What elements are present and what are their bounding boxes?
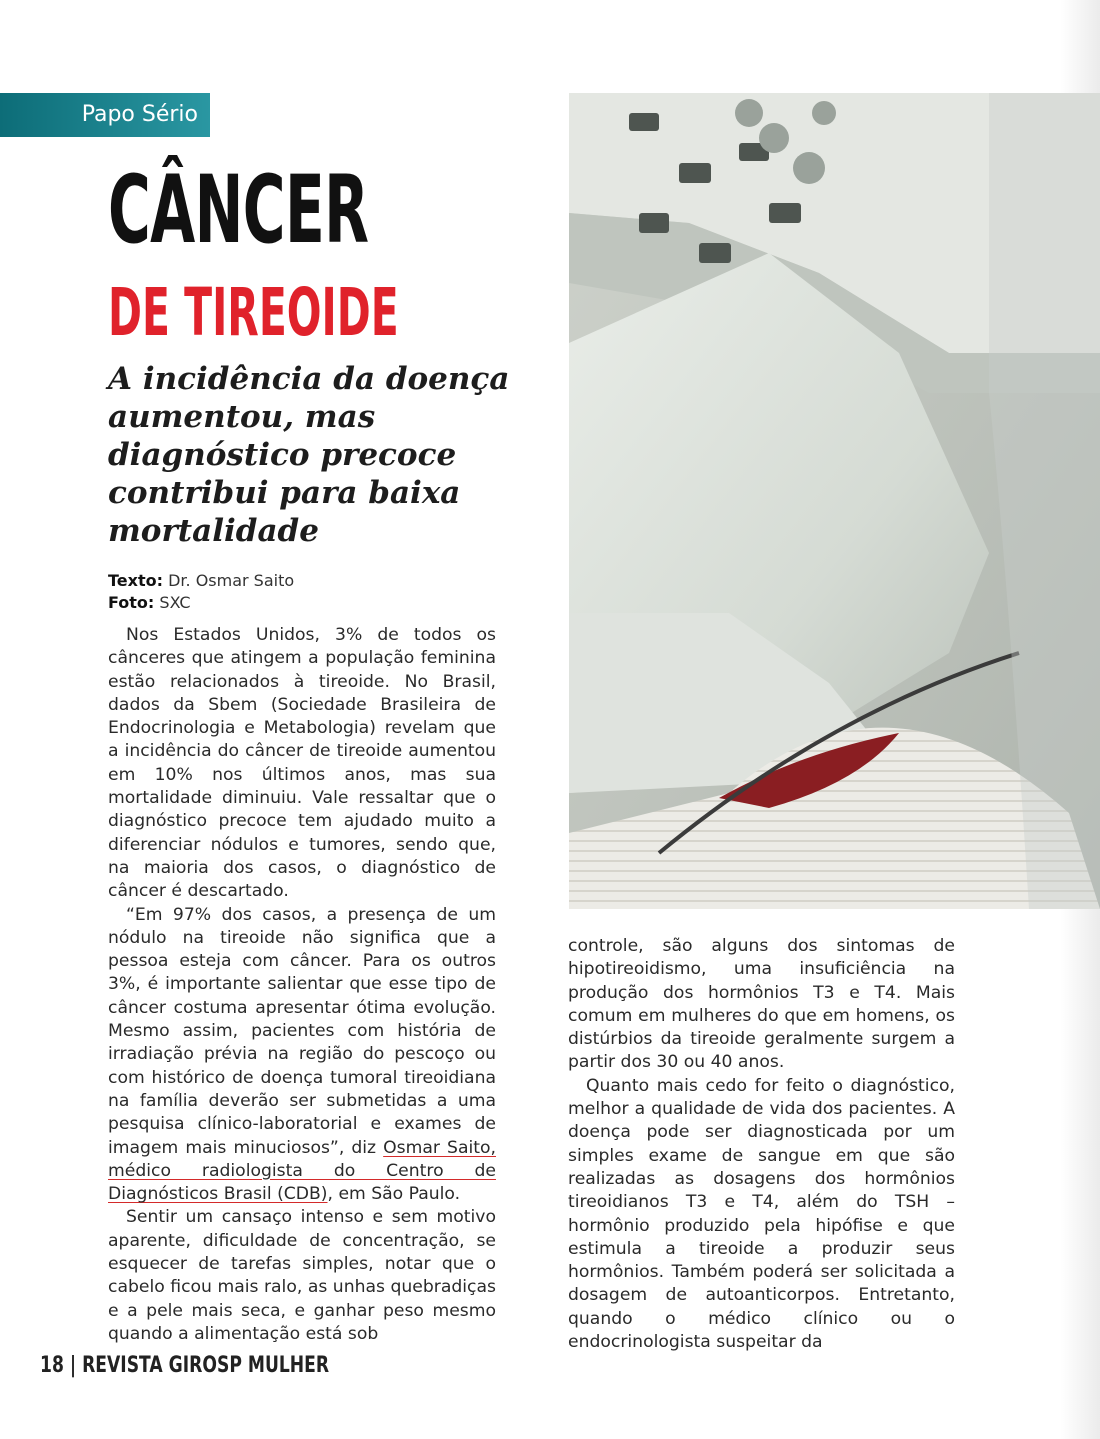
body-column-left <box>108 624 496 1346</box>
credit-text-value: Dr. Osmar Saito <box>168 571 295 590</box>
paragraph-1: Nos Estados Unidos, 3% de todos os cânceres que atingem a população feminina estão relacionados à tireoide. No Brasil, dados da Sbem (Sociedade Brasileira de Endocrinologia e Metabologia) revelam que a incidência do câncer de tireoide aumentou em 10% nos últimos anos, mas sua mortalidade diminuiu. Vale ressaltar que o diagnóstico precoce tem ajudado muito a diferenciar nódulos e tumores, sendo que, na maioria dos casos, o diagnóstico de câncer é descartado. <box>108 625 496 902</box>
credits <box>108 570 508 614</box>
deck-subtitle: A incidência da doença aumentou, mas diagnóstico precoce contribui para baixa mortalidade <box>108 361 510 549</box>
paragraph-2-text: “Em 97% dos casos, a presença de um nódulo na tireoide não significa que a pessoa esteja com câncer. Para os outros 3%, é importante salientar que esse tipo de câncer costuma apresentar ótima evolução. Mesmo assim, pacientes com história de irradiação prévia na região do pescoço ou com histórico de doença tumoral tireoidiana na família deverão ser submetidas a uma pesquisa clínico-laboratorial e exames de imagem mais minuciosos”, diz <box>108 904 496 1158</box>
body-column-right <box>568 935 955 1354</box>
ultrasound-photo <box>569 93 1100 909</box>
credit-text <box>108 570 508 592</box>
credit-text-label: Texto: <box>108 571 163 590</box>
paragraph-2 <box>108 904 496 1207</box>
headline-sub: DE TIREOIDE <box>108 274 399 351</box>
credit-photo <box>108 592 508 614</box>
photo-illustration <box>569 93 1100 909</box>
paragraph-4: Quanto mais cedo for feito o diagnóstico, melhor a qualidade de vida dos pacientes. A doença pode ser diagnosticada por um simples exame de sangue em que são realizadas as dosagens dos hormônios tireoidianos T3 e T4, além do TSH – hormônio produzido pela hipófise e que estimula a tireoide a produzir seus hormônios. Também poderá ser solicitada a dosagem de autoanticorpos. Entretanto, quando o médico clínico ou o endocrinologista suspeitar da <box>568 1075 955 1353</box>
credit-photo-label: Foto: <box>108 593 155 612</box>
page-footer: 18 | REVISTA GIROSP MULHER <box>40 1353 330 1378</box>
highlighted-source: Osmar Saito, médico radiologista do Centro de Diagnósticos Brasil (CDB) <box>108 1137 496 1205</box>
headline-main: CÂNCER <box>108 156 369 265</box>
credit-photo-value: SXC <box>159 593 191 612</box>
paragraph-3-continued: controle, são alguns dos sintomas de hipotireoidismo, uma insuficiência na produção dos hormônios T3 e T4. Mais comum em mulheres do que em homens, os distúrbios da tireoide geralmente surgem a partir dos 30 ou 40 anos. <box>568 936 955 1073</box>
section-tag: Papo Sério <box>0 93 210 137</box>
paragraph-2-end: , em São Paulo. <box>327 1184 461 1205</box>
paragraph-3: Sentir um cansaço intenso e sem motivo aparente, dificuldade de concentração, se esquecer de tarefas simples, notar que o cabelo ficou mais ralo, as unhas quebradiças e a pele mais seca, e ganhar peso mesmo quando a alimentação está sob <box>108 1207 496 1344</box>
